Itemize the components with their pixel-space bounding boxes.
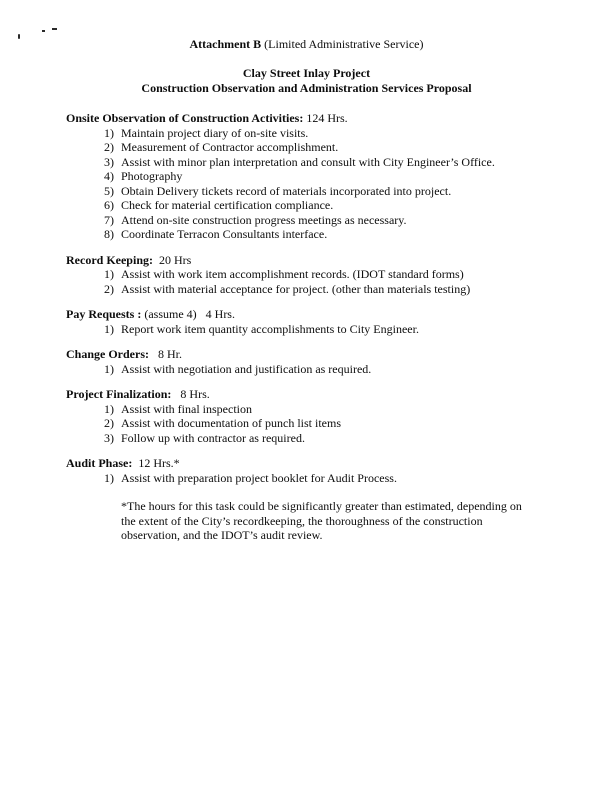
list-item [66,155,583,170]
attachment-label: Attachment B [189,37,262,51]
section-heading-row [66,347,583,362]
list-item [66,126,583,141]
item-text: Report work item quantity accomplishments to City Engineer. [121,321,419,336]
section-heading: Record Keeping: [66,252,153,267]
item-text: Measurement of Contractor accomplishment. [121,140,339,154]
item-number: 8) [104,227,114,241]
audit-footnote [66,499,583,543]
section-heading-row [66,387,583,402]
item-number: 2) [104,281,114,296]
section-heading: Audit Phase: [66,456,133,470]
section-record-keeping [66,253,583,297]
section-pay-requests [66,307,583,336]
list-item [66,227,583,242]
section-onsite-observation [66,111,583,242]
item-number: 1) [104,401,114,416]
section-heading-row [66,111,583,126]
section-hours: 12 Hrs.* [132,456,180,470]
item-text: Obtain Delivery tickets record of materials incorporated into project. [121,183,452,198]
item-number: 1) [104,361,114,376]
item-number: 5) [104,183,114,198]
section-heading: Change Orders: [66,347,149,361]
list-item [66,471,583,486]
item-number: 3) [104,154,114,169]
item-number: 6) [104,198,114,212]
item-number: 1) [104,267,114,281]
footnote-line: *The hours for this task could be significantly greater than estimated, depending on [121,499,522,513]
attachment-subtitle: (Limited Administrative Service) [261,37,424,51]
section-hours: 8 Hr. [149,347,182,361]
item-number: 3) [104,430,114,445]
section-change-orders [66,347,583,376]
section-heading: Onsite Observation of Construction Activities: [66,111,304,125]
section-heading-row [66,456,583,471]
section-project-finalization [66,387,583,445]
item-text: Photography [121,169,183,183]
list-item [66,267,583,282]
list-item [66,362,583,377]
list-item [66,140,583,155]
scan-speck [42,30,45,32]
item-text: Coordinate Terracon Consultants interface. [121,227,328,241]
list-item [66,322,583,337]
item-text: Assist with negotiation and justification as required. [121,361,372,376]
item-text: Assist with minor plan interpretation and consult with City Engineer’s Office. [121,154,495,169]
item-text: Assist with final inspection [121,401,252,416]
list-item [66,184,583,199]
section-hours: 124 Hrs. [303,111,348,125]
section-heading: Pay Requests : [66,307,142,321]
item-text: Follow up with contractor as required. [121,430,305,445]
title-line-2: Construction Observation and Administration Services Proposal [141,80,472,95]
item-text: Assist with work item accomplishment records. (IDOT standard forms) [121,267,464,281]
section-hours: (assume 4) 4 Hrs. [141,307,235,321]
item-text: Assist with material acceptance for project. (other than materials testing) [121,281,471,296]
section-heading-row [66,253,583,268]
footnote-line: the extent of the City’s recordkeeping, the thoroughness of the construction [121,513,483,528]
section-audit-phase [66,456,583,543]
item-text: Assist with documentation of punch list items [121,416,341,430]
list-item [66,282,583,297]
section-hours: 20 Hrs [152,252,192,267]
sections-container [0,111,613,543]
list-item [66,198,583,213]
item-number: 1) [104,321,114,336]
item-number: 4) [104,169,114,183]
section-hours: 8 Hrs. [171,387,210,401]
section-heading: Project Finalization: [66,387,172,401]
scan-speck [18,34,20,39]
list-item [66,416,583,431]
item-text: Attend on-site construction progress meetings as necessary. [121,212,407,227]
list-item [66,169,583,184]
item-number: 2) [104,416,114,430]
list-item [66,431,583,446]
item-number: 1) [104,125,114,140]
item-text: Assist with preparation project booklet for Audit Process. [121,470,397,485]
list-item [66,402,583,417]
item-number: 1) [104,470,114,485]
item-text: Check for material certification compliance. [121,198,334,212]
title-line-1: Clay Street Inlay Project [242,66,371,80]
attachment-header [0,37,613,52]
list-item [66,213,583,228]
item-number: 7) [104,212,114,227]
item-number: 2) [104,140,114,154]
scan-speck [52,28,57,30]
section-heading-row [66,307,583,322]
footnote-line: observation, and the IDOT’s audit review. [121,528,323,542]
document-title [0,66,613,95]
item-text: Maintain project diary of on-site visits. [121,125,309,140]
